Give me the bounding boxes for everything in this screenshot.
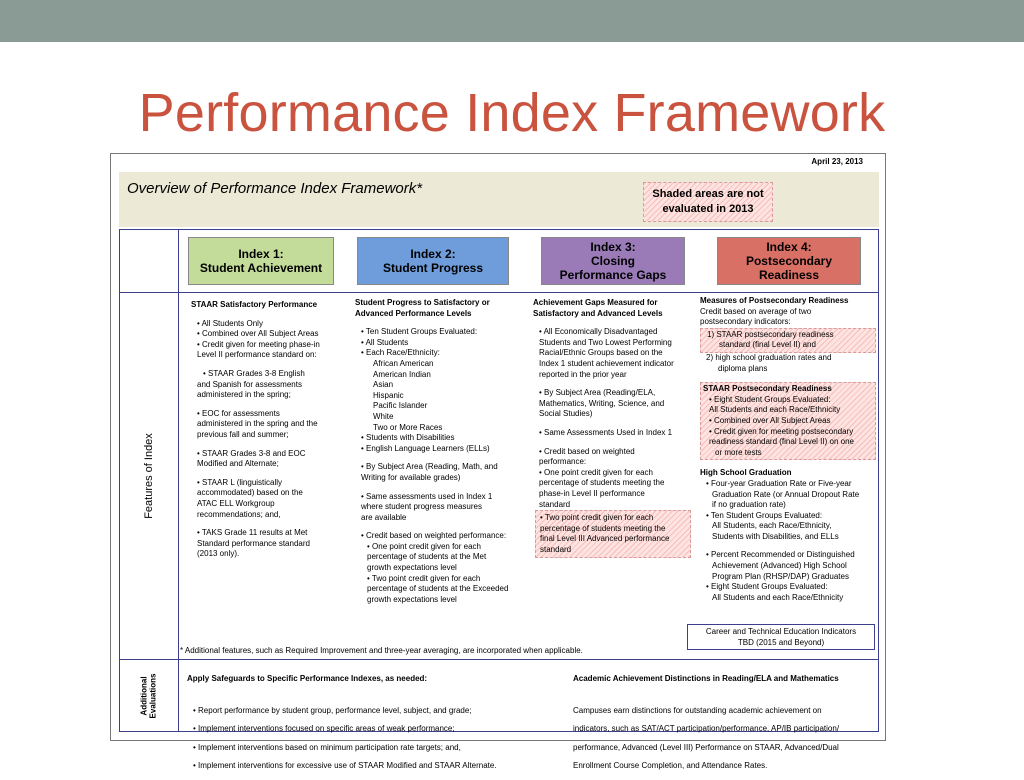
cte-indicators-box (687, 624, 875, 650)
col4-line: postsecondary indicators: (700, 317, 791, 327)
col4-line: Program Plan (RHSP/DAP) Graduates (712, 571, 849, 581)
col1-sub: • STAAR Grades 3-8 and EOC (197, 448, 306, 458)
safeguards-section (187, 666, 557, 780)
index-header-line: Student Achievement (199, 261, 323, 275)
col1-sub: • STAAR L (linguistically (197, 477, 283, 487)
col2-bullet: • Ten Student Groups Evaluated: (361, 327, 478, 337)
distinctions-line: indicators, such as SAT/ACT participation/performance, AP/IB participation/ (573, 724, 840, 734)
safeguard-bullet: • Implement interventions for excessive use of STAAR Modified and STAAR Alternate. (193, 761, 497, 771)
col4-shaded-line: standard (final Level II) and (719, 340, 816, 350)
col1-sub: ATAC ELL Workgroup (197, 498, 275, 508)
col4-line: Achievement (Advanced) High School (712, 561, 847, 571)
cte-line: Career and Technical Education Indicators (705, 627, 857, 636)
col3-shaded-line: final Level III Advanced performance (540, 534, 670, 544)
col2-bullet: • Each Race/Ethnicity: (361, 348, 440, 358)
index-header-line: Index 4: (766, 240, 812, 254)
col1-sub: Modified and Alternate; (197, 459, 279, 469)
col4-line: Credit based on average of two (700, 306, 812, 316)
col3-bullet: Students and Two Lowest Performing (539, 337, 672, 347)
col4-shaded-line: All Students and each Race/Ethnicity (709, 405, 841, 415)
race-item: Pacific Islander (373, 401, 428, 411)
col3-bullet: reported in the prior year (539, 369, 627, 379)
features-label-cell (119, 292, 178, 659)
overview-title: Overview of Performance Index Framework* (127, 180, 423, 197)
col4-subheading: High School Graduation (700, 468, 792, 478)
col3-bullet: • By Subject Area (Reading/ELA, (539, 388, 656, 398)
index-4-header (717, 237, 861, 285)
col4-subheading: STAAR Postsecondary Readiness (703, 384, 832, 394)
col1-sub: • STAAR Grades 3-8 English (203, 368, 305, 378)
index-header-line: Index 1: (238, 247, 284, 261)
col4-shaded-block (700, 328, 876, 353)
col2-bullet: Writing for available grades) (361, 472, 461, 482)
col1-sub: administered in the spring and the (197, 419, 318, 429)
col4-line: All Students and each Race/Ethnicity (712, 592, 844, 602)
distinctions-line: performance, Advanced (Level III) Performance on STAAR, Advanced/Dual (573, 742, 839, 752)
document-date: April 23, 2013 (811, 157, 863, 166)
col2-sub: • One point credit given for each (367, 541, 481, 551)
col4-line: • Ten Student Groups Evaluated: (706, 510, 823, 520)
features-of-index-label: Features of Index (142, 432, 155, 519)
col2-bullet: • Same assessments used in Index 1 (361, 491, 493, 501)
index-header-line: Postsecondary (745, 254, 833, 268)
distinctions-section (573, 666, 879, 780)
col2-sub: growth expectations level (367, 563, 457, 573)
framework-document (110, 153, 886, 771)
col3-bullet: • Same Assessments Used in Index 1 (539, 427, 673, 437)
col1-heading: STAAR Satisfactory Performance (191, 300, 318, 309)
col2-bullet: are available (361, 512, 407, 522)
col4-line: Graduation Rate (or Annual Dropout Rate (712, 489, 860, 499)
col4-line: Students with Disabilities, and ELLs (712, 531, 839, 541)
col3-bullet: Social Studies) (539, 409, 593, 419)
col3-shaded-block (535, 510, 691, 558)
col4-line: diploma plans (718, 363, 768, 373)
col1-sub: previous fall and summer; (197, 429, 289, 439)
safeguards-heading: Apply Safeguards to Specific Performance Indexes, as needed: (187, 674, 428, 683)
col2-sub: percentage of students at the Met (367, 552, 487, 562)
col3-shaded-line: percentage of students meeting the (540, 523, 666, 533)
col3-sub: standard (539, 499, 571, 509)
col3-heading: Achievement Gaps Measured for (533, 298, 658, 307)
shaded-note-line: evaluated in 2013 (662, 203, 754, 215)
col2-bullet: • By Subject Area (Reading, Math, and (361, 462, 498, 472)
col4-shaded-block (700, 382, 876, 460)
col3-sub: phase-in Level II performance (539, 488, 645, 498)
col2-bullet: • Credit based on weighted performance: (361, 531, 507, 541)
index-header-line: Student Progress (382, 261, 484, 275)
additional-evaluations-label (140, 673, 158, 718)
col1-sub: • TAKS Grade 11 results at Met (197, 528, 308, 538)
index-3-header (541, 237, 685, 285)
safeguard-bullet: • Implement interventions focused on specific areas of weak performance; (193, 724, 455, 734)
col1-sub: recommendations; and, (197, 509, 281, 519)
col2-sub: growth expectations level (367, 594, 457, 604)
grid-divider (119, 292, 879, 293)
distinctions-line: Campuses earn distinctions for outstanding academic achievement on (573, 705, 822, 715)
col4-line: • Eight Student Groups Evaluated: (706, 582, 828, 592)
col4-line: • Four-year Graduation Rate or Five-year (706, 478, 852, 488)
col3-sub: percentage of students meeting the (539, 478, 665, 488)
col4-line: • Percent Recommended or Distinguished (706, 550, 855, 560)
col2-heading: Student Progress to Satisfactory or (355, 298, 490, 307)
col1-sub: Standard performance standard (197, 538, 310, 548)
index-header-line: Index 2: (410, 247, 456, 261)
additional-label-line: Additional (139, 675, 149, 716)
col3-bullet: Index 1 student achievement indicator (539, 358, 674, 368)
col4-line: if no graduation rate) (712, 500, 786, 510)
col2-sub: • Two point credit given for each (367, 573, 481, 583)
index-4-features (700, 296, 878, 603)
shaded-note-line: Shaded areas are not (652, 188, 764, 200)
col3-bullet: Racial/Ethnic Groups based on the (539, 348, 663, 358)
index-header-line: Index 3: (590, 240, 636, 254)
col1-sub: (2013 only). (197, 549, 240, 559)
grid-divider (119, 659, 879, 660)
safeguard-bullet: • Implement interventions based on minimum participation rate targets; and, (193, 742, 461, 752)
additional-label-line: Evaluations (148, 673, 158, 718)
col1-sub: accommodated) based on the (197, 488, 303, 498)
col3-bullet: Mathematics, Writing, Science, and (539, 398, 665, 408)
index-2-header (357, 237, 509, 285)
col2-bullet: where student progress measures (361, 502, 482, 512)
col3-bullet: • Credit based on weighted (539, 446, 635, 456)
col4-shaded-line: • Eight Student Groups Evaluated: (709, 394, 831, 404)
col2-heading: Advanced Performance Levels (355, 308, 472, 318)
index-1-features (191, 300, 351, 560)
index-1-header (188, 237, 334, 285)
col3-shaded-line: • Two point credit given for each (540, 513, 654, 523)
col4-shaded-line: • Combined over All Subject Areas (709, 415, 831, 425)
col4-shaded-line: • Credit given for meeting postsecondary (709, 426, 854, 436)
col1-bullet: • Credit given for meeting phase-in (197, 339, 320, 349)
col1-sub: and Spanish for assessments (197, 379, 302, 389)
race-item: African American (373, 358, 434, 368)
race-item: Asian (373, 380, 394, 390)
distinctions-heading: Academic Achievement Distinctions in Reading/ELA and Mathematics (573, 674, 839, 683)
col1-bullet: • Combined over All Subject Areas (197, 329, 319, 339)
index-header-line: Readiness (758, 268, 819, 282)
col3-heading: Satisfactory and Advanced Levels (533, 308, 663, 318)
race-item: Hispanic (373, 390, 404, 400)
col2-bullet: • English Language Learners (ELLs) (361, 443, 490, 453)
col2-bullet: • Students with Disabilities (361, 433, 455, 443)
col2-bullet: • All Students (361, 337, 409, 347)
index-2-features (355, 298, 533, 605)
col4-shaded-line: readiness standard (final Level II) on one (709, 437, 854, 447)
col4-heading: Measures of Postsecondary Readiness (700, 296, 849, 305)
grid-divider (178, 229, 179, 732)
col1-sub: • EOC for assessments (197, 408, 280, 418)
col1-bullet: • All Students Only (197, 318, 263, 328)
slide-title: Performance Index Framework (138, 83, 886, 143)
col4-line: All Students, each Race/Ethnicity, (712, 521, 832, 531)
col3-sub: • One point credit given for each (539, 467, 653, 477)
col4-line: 2) high school graduation rates and (706, 352, 832, 362)
col3-bullet: performance: (539, 457, 587, 467)
race-item: White (373, 411, 394, 421)
additional-label-cell (119, 659, 178, 732)
col4-shaded-line: 1) STAAR postsecondary readiness (707, 329, 834, 339)
col3-shaded-line: standard (540, 544, 572, 554)
cte-line: TBD (2015 and Beyond) (737, 637, 825, 647)
col1-sub: administered in the spring; (197, 390, 291, 400)
col1-bullet: Level II performance standard on: (197, 350, 317, 360)
index-header-line: Performance Gaps (559, 268, 667, 282)
col4-shaded-line: or more tests (715, 447, 762, 457)
distinctions-line: Enrollment Course Completion, and Attendance Rates. (573, 761, 768, 771)
race-item: Two or More Races (373, 422, 443, 432)
index-header-line: Closing (591, 254, 635, 268)
shaded-areas-note (643, 182, 773, 222)
safeguard-bullet: • Report performance by student group, performance level, subject, and grade; (193, 705, 472, 715)
race-item: American Indian (373, 369, 431, 379)
index-3-features (533, 298, 693, 558)
footnote: * Additional features, such as Required Improvement and three-year averaging, are incorporated when applicable. (180, 646, 583, 655)
col2-sub: percentage of students at the Exceeded (367, 584, 509, 594)
top-banner (0, 0, 1024, 42)
col3-bullet: • All Economically Disadvantaged (539, 327, 658, 337)
